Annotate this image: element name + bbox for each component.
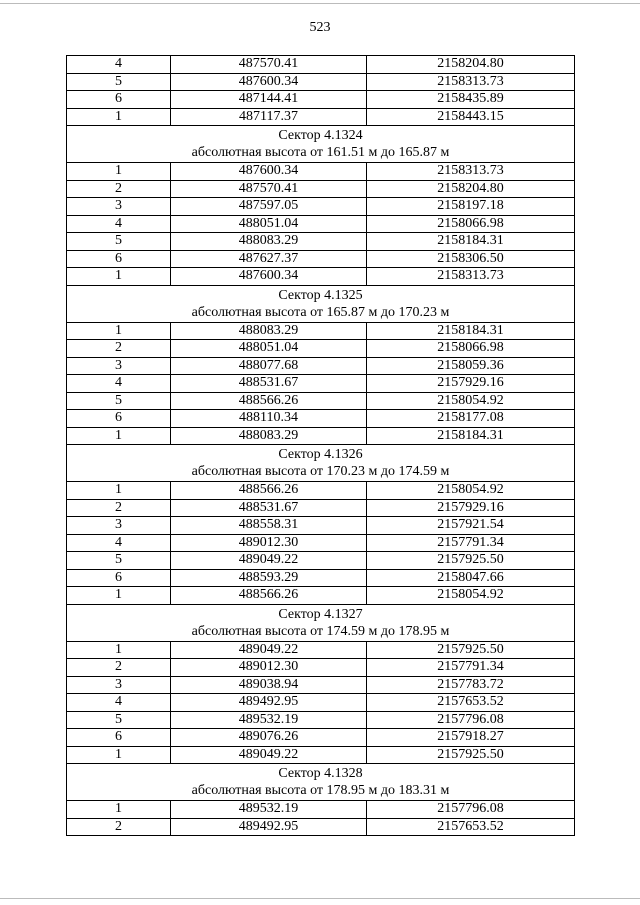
table-row <box>67 56 575 74</box>
point-number-cell: 5 <box>67 73 171 91</box>
sector-altitude-range: абсолютная высота от 161.51 м до 165.87 м <box>191 145 450 160</box>
y-coordinate-cell: 2158059.36 <box>367 357 575 375</box>
table-row <box>67 659 575 677</box>
y-coordinate-cell: 2157796.08 <box>367 711 575 729</box>
x-coordinate-cell: 488051.04 <box>171 215 367 233</box>
x-coordinate-cell: 488558.31 <box>171 517 367 535</box>
table-row <box>67 517 575 535</box>
coordinates-table-body <box>67 56 575 836</box>
top-scan-edge <box>0 3 640 4</box>
table-row <box>67 729 575 747</box>
y-coordinate-cell: 2158197.18 <box>367 198 575 216</box>
y-coordinate-cell: 2158204.80 <box>367 180 575 198</box>
sector-title: Сектор 4.1328 <box>278 766 363 781</box>
y-coordinate-cell: 2158204.80 <box>367 56 575 74</box>
x-coordinate-cell: 489076.26 <box>171 729 367 747</box>
y-coordinate-cell: 2157921.54 <box>367 517 575 535</box>
y-coordinate-cell: 2158443.15 <box>367 108 575 126</box>
sector-header-row <box>67 126 575 163</box>
x-coordinate-cell: 488566.26 <box>171 587 367 605</box>
table-row <box>67 357 575 375</box>
table-row <box>67 641 575 659</box>
y-coordinate-cell: 2158184.31 <box>367 233 575 251</box>
page-number: 523 <box>309 20 331 35</box>
table-row <box>67 108 575 126</box>
x-coordinate-cell: 489049.22 <box>171 641 367 659</box>
point-number-cell: 1 <box>67 427 171 445</box>
table-row <box>67 215 575 233</box>
x-coordinate-cell: 488083.29 <box>171 427 367 445</box>
table-row <box>67 499 575 517</box>
point-number-cell: 1 <box>67 641 171 659</box>
point-number-cell: 5 <box>67 233 171 251</box>
y-coordinate-cell: 2158313.73 <box>367 268 575 286</box>
point-number-cell: 2 <box>67 499 171 517</box>
sector-altitude-range: абсолютная высота от 174.59 м до 178.95 м <box>191 623 450 639</box>
point-number-cell: 4 <box>67 375 171 393</box>
y-coordinate-cell: 2158435.89 <box>367 91 575 109</box>
coordinates-table-container <box>66 55 574 836</box>
sector-altitude-range: абсолютная высота от 178.95 м до 183.31 м <box>191 783 450 798</box>
point-number-cell: 5 <box>67 552 171 570</box>
x-coordinate-cell: 487600.34 <box>171 73 367 91</box>
x-coordinate-cell: 488566.26 <box>171 482 367 500</box>
sector-title: Сектор 4.1327 <box>278 606 363 622</box>
point-number-cell: 4 <box>67 534 171 552</box>
table-row <box>67 268 575 286</box>
x-coordinate-cell: 488077.68 <box>171 357 367 375</box>
point-number-cell: 6 <box>67 91 171 109</box>
table-row <box>67 801 575 819</box>
sector-header <box>67 285 575 322</box>
x-coordinate-cell: 488531.67 <box>171 375 367 393</box>
sector-header <box>67 126 575 163</box>
sector-header-row <box>67 445 575 482</box>
y-coordinate-cell: 2157653.52 <box>367 818 575 836</box>
sector-header-row <box>67 764 575 801</box>
table-row <box>67 569 575 587</box>
point-number-cell: 1 <box>67 322 171 340</box>
point-number-cell: 3 <box>67 357 171 375</box>
x-coordinate-cell: 488083.29 <box>171 322 367 340</box>
point-number-cell: 3 <box>67 517 171 535</box>
bottom-scan-edge <box>0 898 640 899</box>
sector-title: Сектор 4.1326 <box>278 447 363 462</box>
x-coordinate-cell: 489532.19 <box>171 711 367 729</box>
table-row <box>67 746 575 764</box>
y-coordinate-cell: 2158047.66 <box>367 569 575 587</box>
y-coordinate-cell: 2157925.50 <box>367 746 575 764</box>
x-coordinate-cell: 488593.29 <box>171 569 367 587</box>
table-row <box>67 694 575 712</box>
point-number-cell: 6 <box>67 410 171 428</box>
point-number-cell: 5 <box>67 711 171 729</box>
x-coordinate-cell: 488531.67 <box>171 499 367 517</box>
point-number-cell: 2 <box>67 818 171 836</box>
sector-title: Сектор 4.1324 <box>278 128 363 143</box>
x-coordinate-cell: 487597.05 <box>171 198 367 216</box>
point-number-cell: 3 <box>67 676 171 694</box>
point-number-cell: 1 <box>67 801 171 819</box>
x-coordinate-cell: 488051.04 <box>171 340 367 358</box>
point-number-cell: 2 <box>67 659 171 677</box>
x-coordinate-cell: 489049.22 <box>171 552 367 570</box>
sector-header-row <box>67 285 575 322</box>
sector-header <box>67 764 575 801</box>
table-row <box>67 233 575 251</box>
y-coordinate-cell: 2157653.52 <box>367 694 575 712</box>
y-coordinate-cell: 2158066.98 <box>367 340 575 358</box>
y-coordinate-cell: 2157925.50 <box>367 552 575 570</box>
table-row <box>67 711 575 729</box>
point-number-cell: 4 <box>67 694 171 712</box>
x-coordinate-cell: 487570.41 <box>171 56 367 74</box>
y-coordinate-cell: 2157783.72 <box>367 676 575 694</box>
y-coordinate-cell: 2158054.92 <box>367 392 575 410</box>
y-coordinate-cell: 2158313.73 <box>367 163 575 181</box>
coordinates-table <box>66 55 575 836</box>
y-coordinate-cell: 2158054.92 <box>367 587 575 605</box>
point-number-cell: 1 <box>67 268 171 286</box>
point-number-cell: 1 <box>67 108 171 126</box>
table-row <box>67 587 575 605</box>
y-coordinate-cell: 2158184.31 <box>367 322 575 340</box>
table-row <box>67 375 575 393</box>
x-coordinate-cell: 489038.94 <box>171 676 367 694</box>
table-row <box>67 427 575 445</box>
x-coordinate-cell: 489532.19 <box>171 801 367 819</box>
point-number-cell: 5 <box>67 392 171 410</box>
point-number-cell: 6 <box>67 569 171 587</box>
table-row <box>67 676 575 694</box>
x-coordinate-cell: 489492.95 <box>171 694 367 712</box>
table-row <box>67 322 575 340</box>
y-coordinate-cell: 2158177.08 <box>367 410 575 428</box>
point-number-cell: 4 <box>67 215 171 233</box>
table-row <box>67 91 575 109</box>
table-row <box>67 198 575 216</box>
x-coordinate-cell: 489049.22 <box>171 746 367 764</box>
y-coordinate-cell: 2157791.34 <box>367 659 575 677</box>
point-number-cell: 4 <box>67 56 171 74</box>
x-coordinate-cell: 489012.30 <box>171 659 367 677</box>
x-coordinate-cell: 488110.34 <box>171 410 367 428</box>
sector-header <box>67 604 575 641</box>
y-coordinate-cell: 2158184.31 <box>367 427 575 445</box>
table-row <box>67 392 575 410</box>
point-number-cell: 3 <box>67 198 171 216</box>
y-coordinate-cell: 2158306.50 <box>367 250 575 268</box>
x-coordinate-cell: 487627.37 <box>171 250 367 268</box>
x-coordinate-cell: 487117.37 <box>171 108 367 126</box>
point-number-cell: 1 <box>67 587 171 605</box>
table-row <box>67 340 575 358</box>
point-number-cell: 6 <box>67 729 171 747</box>
x-coordinate-cell: 487600.34 <box>171 163 367 181</box>
point-number-cell: 2 <box>67 340 171 358</box>
x-coordinate-cell: 487600.34 <box>171 268 367 286</box>
y-coordinate-cell: 2158054.92 <box>367 482 575 500</box>
table-row <box>67 250 575 268</box>
point-number-cell: 1 <box>67 746 171 764</box>
sector-title: Сектор 4.1325 <box>278 287 363 303</box>
x-coordinate-cell: 488083.29 <box>171 233 367 251</box>
table-row <box>67 73 575 91</box>
y-coordinate-cell: 2157796.08 <box>367 801 575 819</box>
y-coordinate-cell: 2157918.27 <box>367 729 575 747</box>
point-number-cell: 1 <box>67 482 171 500</box>
point-number-cell: 2 <box>67 180 171 198</box>
sector-altitude-range: абсолютная высота от 170.23 м до 174.59 м <box>191 464 450 479</box>
sector-altitude-range: абсолютная высота от 165.87 м до 170.23 м <box>191 304 450 320</box>
table-row <box>67 163 575 181</box>
x-coordinate-cell: 487570.41 <box>171 180 367 198</box>
y-coordinate-cell: 2157925.50 <box>367 641 575 659</box>
x-coordinate-cell: 489492.95 <box>171 818 367 836</box>
point-number-cell: 1 <box>67 163 171 181</box>
table-row <box>67 534 575 552</box>
y-coordinate-cell: 2158066.98 <box>367 215 575 233</box>
x-coordinate-cell: 487144.41 <box>171 91 367 109</box>
table-row <box>67 410 575 428</box>
x-coordinate-cell: 488566.26 <box>171 392 367 410</box>
y-coordinate-cell: 2158313.73 <box>367 73 575 91</box>
sector-header <box>67 445 575 482</box>
sector-header-row <box>67 604 575 641</box>
point-number-cell: 6 <box>67 250 171 268</box>
table-row <box>67 482 575 500</box>
table-row <box>67 818 575 836</box>
y-coordinate-cell: 2157929.16 <box>367 499 575 517</box>
y-coordinate-cell: 2157929.16 <box>367 375 575 393</box>
x-coordinate-cell: 489012.30 <box>171 534 367 552</box>
table-row <box>67 552 575 570</box>
y-coordinate-cell: 2157791.34 <box>367 534 575 552</box>
table-row <box>67 180 575 198</box>
